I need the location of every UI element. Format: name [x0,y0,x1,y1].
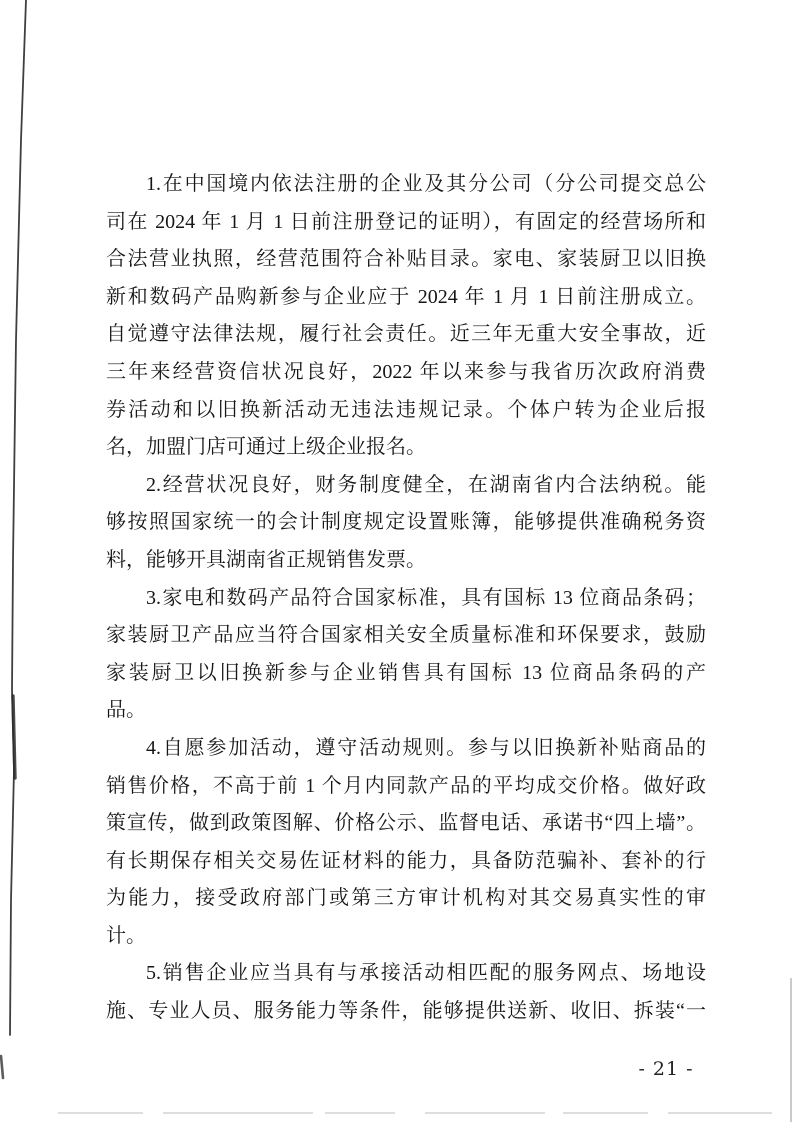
text-line: 计。 [106,924,146,947]
text-line: 施、专业人员、服务能力等条件，能够提供送新、收旧、拆装“一 [106,1000,706,1023]
text-line: 为能力，接受政府部门或第三方审计机构对其交易真实性的审 [106,887,706,910]
text-line: 家装厨卫产品应当符合国家相关安全质量标准和环保要求，鼓励 [106,624,706,647]
left-fold-line-thick-segment [13,696,15,778]
text-line: 5.销售企业应当具有与承接活动相匹配的服务网点、场地设 [146,962,706,985]
document-body [106,166,706,1031]
text-line: 家装厨卫以旧换新参与企业销售具有国标 13 位商品条码的产 [106,661,706,684]
text-line: 够按照国家统一的会计制度规定设置账簿，能够提供准确税务资 [106,511,706,534]
left-edge-corner-mark [1,1056,3,1078]
text-line: 有长期保存相关交易佐证材料的能力，具备防范骗补、套补的行 [106,849,706,872]
text-line: 合法营业执照，经营范围符合补贴目录。家电、家装厨卫以旧换 [106,248,706,271]
text-line: 司在 2024 年 1 月 1 日前注册登记的证明），有固定的经营场所和 [106,210,706,233]
text-line: 三年来经营资信状况良好，2022 年以来参与我省历次政府消费 [106,360,706,383]
paragraph-3 [106,580,706,730]
text-line: 券活动和以旧换新活动无违法违规记录。个体户转为企业后报 [106,398,706,421]
paragraph-5 [106,955,706,1030]
left-fold-line [10,0,26,1035]
text-line: 料，能够开具湖南省正规销售发票。 [106,548,426,571]
text-line: 自觉遵守法律法规，履行社会责任。近三年无重大安全事故，近 [106,323,706,346]
text-line: 名，加盟门店可通过上级企业报名。 [106,436,426,459]
page-number: - 21 - [638,1058,694,1080]
paragraph-1 [106,166,706,467]
paragraph-2 [106,467,706,580]
text-line: 1.在中国境内依法注册的企业及其分公司（分公司提交总公 [146,173,706,195]
text-line: 2.经营状况良好，财务制度健全，在湖南省内合法纳税。能 [146,473,706,496]
text-line: 销售价格，不高于前 1 个月内同款产品的平均成交价格。做好政 [106,774,706,797]
text-line: 3.家电和数码产品符合国家标准，具有国标 13 位商品条码； [146,586,706,609]
paragraph-4 [106,730,706,956]
text-line: 4.自愿参加活动，遵守活动规则。参与以旧换新补贴商品的 [146,736,706,759]
text-line: 策宣传，做到政策图解、价格公示、监督电话、承诺书“四上墙”。 [106,812,706,835]
text-line: 品。 [106,699,146,722]
text-line: 新和数码产品购新参与企业应于 2024 年 1 月 1 日前注册成立。 [106,285,706,308]
